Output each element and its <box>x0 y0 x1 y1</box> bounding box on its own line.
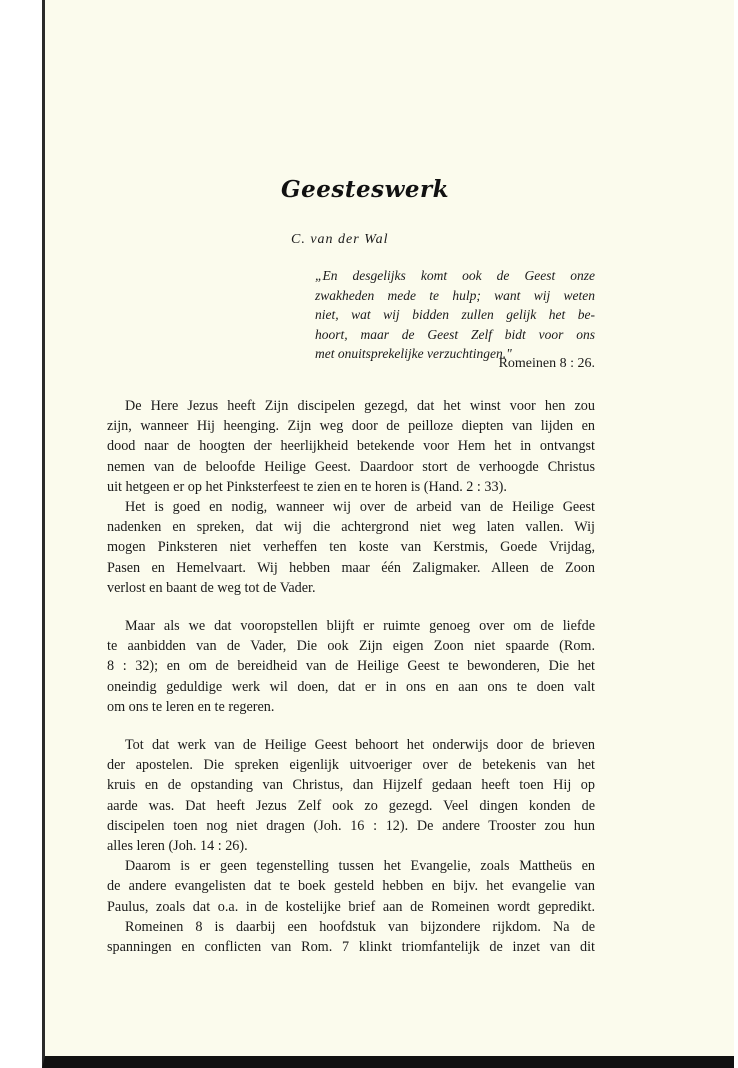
text-line: uit hetgeen er op het Pinksterfeest te zien en te horen is (Hand. 2 : 33). <box>107 478 507 495</box>
article-body <box>107 396 595 957</box>
paragraph-3 <box>107 616 595 717</box>
motto-line: „En desgelijks komt ook de Geest onze <box>315 268 595 283</box>
text-line: oneindig geduldige werk wil doen, dat er in ons en aan ons te doen valt <box>107 678 595 695</box>
motto-line: hoort, maar de Geest Zelf bidt voor ons <box>315 326 595 342</box>
text-line: zijn, wanneer Hij heenging. Zijn weg door de peilloze diepten van lijden en <box>107 418 595 435</box>
motto-quote <box>315 266 595 364</box>
text-line: alles leren (Joh. 14 : 26). <box>107 838 248 855</box>
text-line: spanningen en conflicten van Rom. 7 klinkt triomfantelijk de inzet van dit <box>107 939 595 956</box>
paragraph-1 <box>107 396 595 497</box>
motto-line: met onuitsprekelijke verzuchtingen." <box>315 346 512 361</box>
text-line: mogen Pinksteren niet verheffen ten koste van Kerstmis, Goede Vrijdag, <box>107 539 595 556</box>
text-line: 8 : 32); en om de bereidheid van de Heilige Geest te bewonderen, Die het <box>107 658 595 675</box>
text-line: aarde was. Dat heeft Jezus Zelf ook zo gezegd. Veel dingen konden de <box>107 797 595 814</box>
paragraph-5 <box>107 856 595 917</box>
article-author: C. van der Wal <box>291 232 389 247</box>
motto-reference: Romeinen 8 : 26. <box>498 356 595 371</box>
paragraph-6 <box>107 917 595 957</box>
text-line: te aanbidden van de Vader, Die ook Zijn eigen Zoon niet spaarde (Rom. <box>107 638 595 655</box>
text-line: Tot dat werk van de Heilige Geest behoort het onderwijs door de brieven <box>125 737 595 754</box>
text-line: nadenken en spreken, dat wij die achtergrond niet weg laten vallen. Wij <box>107 519 595 536</box>
text-line: De Here Jezus heeft Zijn discipelen gezegd, dat het winst voor hen zou <box>125 398 595 414</box>
text-line: Pasen en Hemelvaart. Wij hebben maar één Zaligmaker. Alleen de Zoon <box>107 559 595 576</box>
motto-line: niet, wat wij bidden zullen gelijk het be- <box>315 307 595 322</box>
text-line: Romeinen 8 is daarbij een hoofdstuk van bijzondere rijkdom. Na de <box>125 918 595 935</box>
paragraph-2 <box>107 497 595 598</box>
text-line: discipelen toen nog niet dragen (Joh. 16 : 12). De andere Trooster zou hun <box>107 817 595 834</box>
text-line: Daarom is er geen tegenstelling tussen het Evangelie, zoals Mattheüs en <box>125 858 595 875</box>
text-line: Maar als we dat vooropstellen blijft er ruimte genoeg over om de liefde <box>125 618 595 635</box>
text-line: nemen van de beloofde Heilige Geest. Daardoor stort de verhoogde Christus <box>107 458 595 475</box>
text-line: de andere evangelisten dat te boek gesteld hebben en bijv. het evangelie van <box>107 878 595 895</box>
text-line: Paulus, zoals dat o.a. in de kostelijke brief aan de Romeinen wordt gepredikt. <box>107 898 595 915</box>
text-line: dood naar de hoogten der heerlijkheid betekende voor Hem het in ontvangst <box>107 438 595 455</box>
text-line: verlost en baant de weg tot de Vader. <box>107 579 316 596</box>
text-line: Het is goed en nodig, wanneer wij over de arbeid van de Heilige Geest <box>125 499 595 516</box>
text-line: kruis en de opstanding van Christus, dan Hijzelf gedaan heeft toen Hij op <box>107 777 595 794</box>
article-title: Geesteswerk <box>281 176 450 203</box>
text-line: om ons te leren en te regeren. <box>107 698 275 715</box>
motto-line: zwakheden mede te hulp; want wij weten <box>315 287 595 303</box>
paragraph-4 <box>107 735 595 856</box>
text-line: der apostelen. Die spreken eigenlijk uitvoeriger over de betekenis van het <box>107 757 595 774</box>
book-page <box>42 0 734 1068</box>
